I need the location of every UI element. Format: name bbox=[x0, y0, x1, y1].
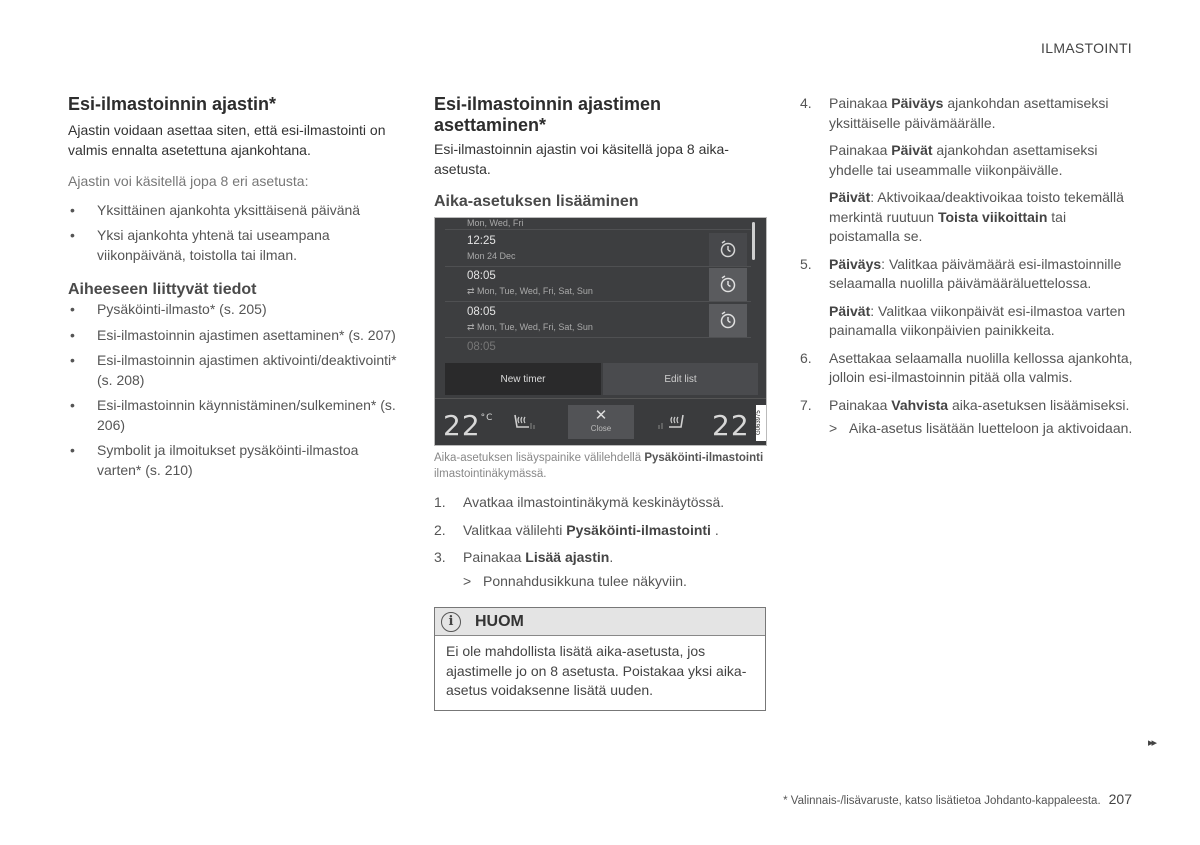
section-title: Esi-ilmastoinnin ajastin* bbox=[68, 94, 277, 114]
related-link[interactable]: • Pysäköinti-ilmasto* (s. 205) bbox=[68, 300, 403, 320]
timer-icon bbox=[719, 240, 737, 258]
bullet-icon: • bbox=[70, 301, 75, 317]
note-body: Ei ole mahdollista lisätä aika-asetusta, jos ajastimelle jo on 8 asetusta. Poistakaa yksi aika-asetus voidaksenne lisätä uuden. bbox=[446, 643, 747, 698]
step-result: > Ponnahdusikkuna tulee näkyviin. bbox=[463, 572, 687, 589]
related-links bbox=[68, 300, 403, 480]
timer-row: 12:25 Mon 24 Dec bbox=[445, 233, 751, 267]
timer-row: 08:05 ⇄ Mon, Tue, Wed, Fri, Sat, Sun bbox=[445, 304, 751, 338]
timer-toggle bbox=[709, 304, 747, 337]
bullet-icon: • bbox=[70, 326, 75, 343]
image-code: G063975 bbox=[756, 405, 766, 441]
timer-row: 08:05 bbox=[467, 341, 496, 353]
close-icon: ✕ bbox=[594, 407, 608, 424]
temp-right: 22 bbox=[712, 409, 750, 442]
bullet-icon: • bbox=[70, 352, 75, 368]
step-result: > Aika-asetus lisätään luetteloon ja aktivoidaan. bbox=[829, 420, 1133, 436]
climate-bar bbox=[435, 398, 767, 446]
bullet-icon: • bbox=[70, 397, 75, 413]
subsection-title: Aika-asetuksen lisääminen bbox=[434, 193, 639, 210]
timer-toggle bbox=[709, 268, 747, 301]
related-link[interactable]: • Esi-ilmastoinnin ajastimen aktivointi/deaktivointi* (s. 208) bbox=[70, 352, 397, 388]
timer-icon bbox=[719, 275, 737, 293]
continue-arrow-icon: ▸▸ bbox=[1148, 737, 1156, 749]
related-title: Aiheeseen liittyvät tiedot bbox=[68, 281, 257, 298]
steps-list bbox=[434, 493, 766, 591]
scrollbar bbox=[752, 222, 755, 260]
footer bbox=[783, 791, 1132, 807]
step-item: 2. Valitkaa välilehti Pysäköinti-ilmastointi . bbox=[434, 521, 719, 538]
figure-caption: Aika-asetuksen lisäyspainike välilehdellä Pysäköinti-ilmastointi ilmastointinäkymässä. bbox=[434, 452, 764, 480]
timer-row: 08:05 ⇄ Mon, Tue, Wed, Fri, Sat, Sun bbox=[445, 268, 751, 302]
step-paragraph: Painakaa Päivät ajankohdan asettamiseksi yhdelle tai useammalle viikonpäivälle. bbox=[829, 142, 1098, 178]
column-2 bbox=[434, 94, 766, 711]
column-3 bbox=[800, 94, 1135, 439]
running-header: ILMASTOINTI bbox=[1041, 40, 1132, 56]
bullet-icon: • bbox=[70, 442, 75, 458]
related-link[interactable]: • Esi-ilmastoinnin käynnistäminen/sulkeminen* (s. 206) bbox=[70, 397, 396, 433]
steps-list bbox=[800, 94, 1135, 439]
note-box bbox=[434, 607, 766, 711]
limit-paragraph: Ajastin voi käsitellä jopa 8 eri asetusta: bbox=[68, 173, 309, 189]
step-item: 6. Asettakaa selaamalla nuolilla kellossa ajankohta, jolloin esi-ilmastoinnin pitää olla valmis. bbox=[800, 349, 1133, 385]
step-item: 5. Päiväys: Valitkaa päivämäärä esi-ilmastoinnille selaamalla nuolilla päivämääräluettelossa. Päivät: Valitkaa viikonpäivät esi-ilmastoa varten painamalla viikonpäivien painikkeita. bbox=[800, 255, 1135, 341]
step-item: 1. Avatkaa ilmastointinäkymä keskinäytössä. bbox=[434, 494, 725, 510]
new-timer-button: New timer bbox=[445, 363, 601, 395]
footnote: * Valinnais-/lisävaruste, katso lisätietoa Johdanto-kappaleesta. bbox=[783, 795, 1101, 807]
bullet-icon: • bbox=[70, 201, 75, 218]
temp-left: $22^{^\circ C}$ bbox=[443, 409, 494, 442]
timer-icon bbox=[719, 311, 737, 329]
related-link[interactable]: • Esi-ilmastoinnin ajastimen asettaminen* (s. 207) bbox=[68, 326, 403, 346]
step-paragraph: Päivät: Valitkaa viikonpäivät esi-ilmastoa varten painamalla viikonpäivien painikkeita. bbox=[829, 302, 1126, 338]
timer-toggle bbox=[709, 233, 747, 266]
step-item: 4. Painakaa Päiväys ajankohdan asettamiseksi yksittäiselle päivämäärälle. Painakaa Päivät ajankohdan asettamiseksi yhdelle tai useammalle viikonpäivälle. Päivät: Aktivoikaa/deaktivoikaa toisto tekemällä merkintä ruutuun Toista viikoittain tai poistamalla se. bbox=[800, 94, 1135, 247]
seat-heating-icon bbox=[511, 413, 537, 433]
page-number: 207 bbox=[1108, 791, 1132, 807]
step-item: 3. Painakaa Lisää ajastin. > Ponnahdusikkuna tulee näkyviin. bbox=[434, 548, 766, 591]
timer-list bbox=[435, 218, 767, 361]
related-link[interactable]: • Symbolit ja ilmoitukset pysäköinti-ilmastoa varten* (s. 210) bbox=[70, 442, 359, 478]
info-icon: i bbox=[441, 612, 461, 632]
intro-paragraph: Esi-ilmastoinnin ajastin voi käsitellä jopa 8 aika-asetusta. bbox=[434, 141, 729, 177]
step-paragraph: Päivät: Aktivoikaa/deaktivoikaa toisto tekemällä merkintä ruutuun Toista viikoittain tai poistamalla se. bbox=[829, 189, 1124, 244]
close-button: ✕ Close bbox=[568, 405, 634, 439]
feature-list bbox=[68, 201, 403, 266]
column-1 bbox=[68, 94, 403, 480]
step-item: 7. Painakaa Vahvista aika-asetuksen lisäämiseksi. > Aika-asetus lisätään luetteloon ja aktivoidaan. bbox=[800, 396, 1135, 439]
bullet-icon: • bbox=[70, 227, 75, 243]
climate-screen-image bbox=[434, 217, 767, 446]
note-header: i HUOM bbox=[435, 608, 765, 636]
edit-list-button: Edit list bbox=[603, 363, 758, 395]
timer-row: Mon, Wed, Fri bbox=[445, 217, 751, 230]
list-item: • Yksi ajankohta yhtenä tai useampana viikonpäivänä, toistolla tai ilman. bbox=[70, 227, 330, 263]
seat-heating-icon bbox=[657, 413, 687, 433]
section-title: Esi-ilmastoinnin ajastimen asettaminen* bbox=[434, 94, 662, 135]
intro-paragraph: Ajastin voidaan asettaa siten, että esi-ilmastointi on valmis ennalta asetettuna ajankohtana. bbox=[68, 122, 386, 158]
list-item: • Yksittäinen ajankohta yksittäisenä päivänä bbox=[68, 201, 403, 221]
